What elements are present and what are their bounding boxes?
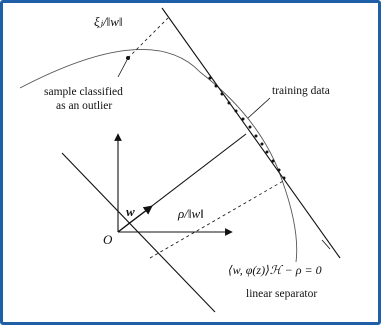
dashed-line-top [128, 18, 168, 58]
outlier-leader [118, 60, 127, 77]
rho-norm-label: ρ/‖w‖ [178, 206, 204, 221]
origin-label: O [103, 232, 113, 247]
outlier-label-line2: as an outlier [56, 100, 113, 112]
training-data-leader [248, 98, 270, 118]
xi-norm-label: ξⱼ/‖w‖ [94, 14, 123, 29]
w-label: w [126, 204, 135, 219]
outlier-point [126, 56, 130, 60]
outlier-label-line1: sample classified [44, 86, 123, 98]
separator-equation: ⟨w, φ(z)⟩ℋ − ρ = 0 [228, 263, 322, 277]
separator-label: linear separator [246, 288, 318, 300]
training-data-label: training data [272, 85, 330, 97]
sphere-arc [20, 49, 297, 262]
